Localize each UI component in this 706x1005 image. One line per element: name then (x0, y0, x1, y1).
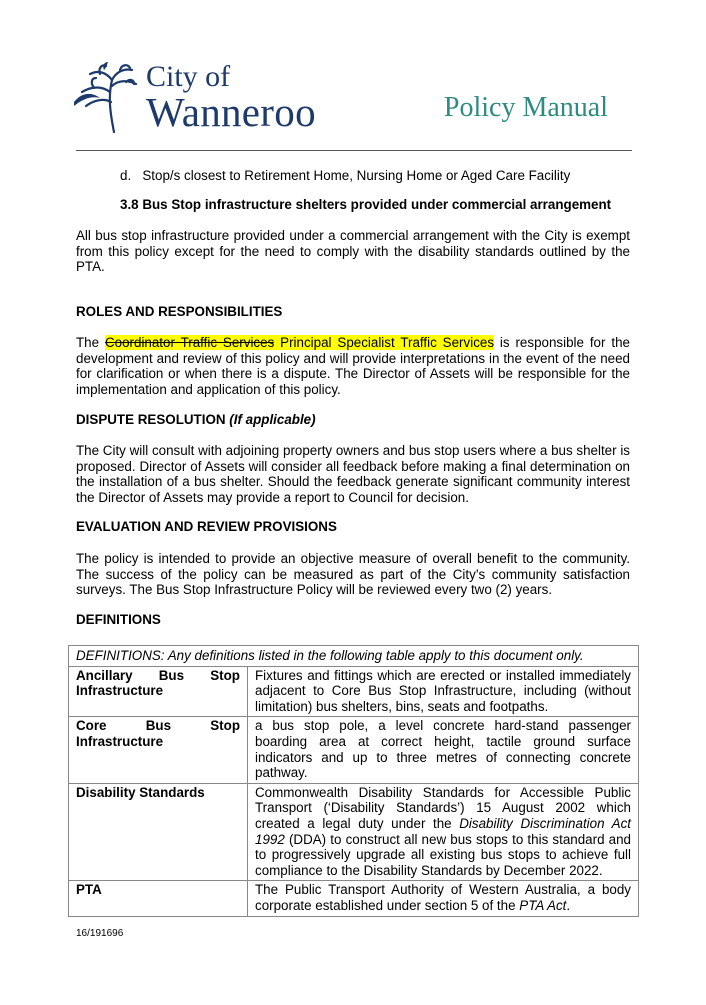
section-3-8-paragraph: All bus stop infrastructure provided under a commercial arrangement with the City is exempt from this policy except for the need to comply with the disability standards outlined by the PTA. (76, 228, 630, 275)
list-item-d (120, 168, 570, 184)
inserted-text: Principal Specialist Traffic Services (280, 335, 495, 350)
table-row (69, 881, 639, 916)
table-row (69, 666, 639, 717)
list-item-text: Stop/s closest to Retirement Home, Nursing Home or Aged Care Facility (142, 168, 571, 183)
term-cell: Core Bus Stop Infrastructure (69, 717, 248, 783)
table-row (69, 783, 639, 881)
definitions-table (68, 645, 639, 917)
wanneroo-plant-icon (74, 62, 144, 134)
term-cell: Ancillary Bus Stop Infrastructure (69, 666, 248, 717)
dispute-paragraph: The City will consult with adjoining property owners and bus stop users where a bus shelter is proposed. Director of Assets will consider all feedback before making a final determination on the installation of a bus shelter. Should the feedback generate significant community interest the Director of Assets may provide a report to Council for decision. (76, 443, 630, 505)
definition-cell: a bus stop pole, a level concrete hard-stand passenger boarding area at correct height, tactile ground surface indicators and up to three metres of connecting concrete pathway. (248, 717, 639, 783)
definition-part-b: . (566, 897, 571, 913)
definition-part-a: The Public Transport Authority of Western Australia, a body corporate established under section 5 of the (255, 882, 631, 913)
logo-line-2: Wanneroo (146, 89, 316, 135)
definition-part-b: (DDA) to construct all new bus stops to this standard and to progressively upgrade all existing bus stops to achieve full compliance to the Disability Standards by December 2022. (255, 831, 631, 878)
definition-cell (248, 881, 639, 916)
definition-italic: PTA Act (519, 897, 567, 913)
term-cell: PTA (69, 881, 248, 916)
definition-cell: Fixtures and fittings which are erected or installed immediately adjacent to Core Bus Stop Infrastructure, including (without limitation) bus shelters, bins, seats and footpaths. (248, 666, 639, 717)
header-divider (76, 150, 632, 151)
dispute-heading-text: DISPUTE RESOLUTION (76, 412, 226, 427)
definition-part-a: Commonwealth Disability Standards for Accessible Public Transport (‘Disability Standards’) 15 August 2002 which created a legal duty under the (255, 784, 631, 831)
evaluation-paragraph: The policy is intended to provide an objective measure of overall benefit to the community. The success of the policy can be measured as part of the City’s community satisfaction surveys. The Bus Stop Infrastructure Policy will be reviewed every two (2) years. (76, 551, 630, 598)
table-header-row (69, 646, 639, 667)
evaluation-heading: EVALUATION AND REVIEW PROVISIONS (76, 519, 337, 534)
definition-italic: Disability Discrimination Act 1992 (255, 815, 631, 847)
table-row (69, 717, 639, 783)
definitions-heading: DEFINITIONS (76, 612, 161, 627)
list-marker: d. (120, 168, 132, 183)
roles-rest: is responsible for the development and review of this policy and will provide interpretations in the event of the need for clarification or when there is a dispute. The Director of Assets will be responsible for the implementation and application of this policy. (76, 335, 630, 397)
roles-heading: ROLES AND RESPONSIBILITIES (76, 304, 283, 319)
manual-title: Policy Manual (443, 92, 608, 123)
roles-the: The (76, 335, 100, 350)
definition-cell (248, 783, 639, 881)
dispute-heading (76, 412, 316, 428)
document-reference: 16/191696 (76, 928, 124, 939)
table-header-cell: DEFINITIONS: Any definitions listed in the following table apply to this document only. (69, 646, 639, 667)
term-cell: Disability Standards (69, 783, 248, 881)
logo-line-1: City of (146, 60, 231, 93)
dispute-heading-note: (If applicable) (229, 412, 316, 427)
roles-paragraph (76, 335, 630, 397)
struck-text: Coordinator Traffic Services (104, 335, 275, 350)
section-3-8-heading: 3.8 Bus Stop infrastructure shelters provided under commercial arrangement (120, 197, 612, 212)
